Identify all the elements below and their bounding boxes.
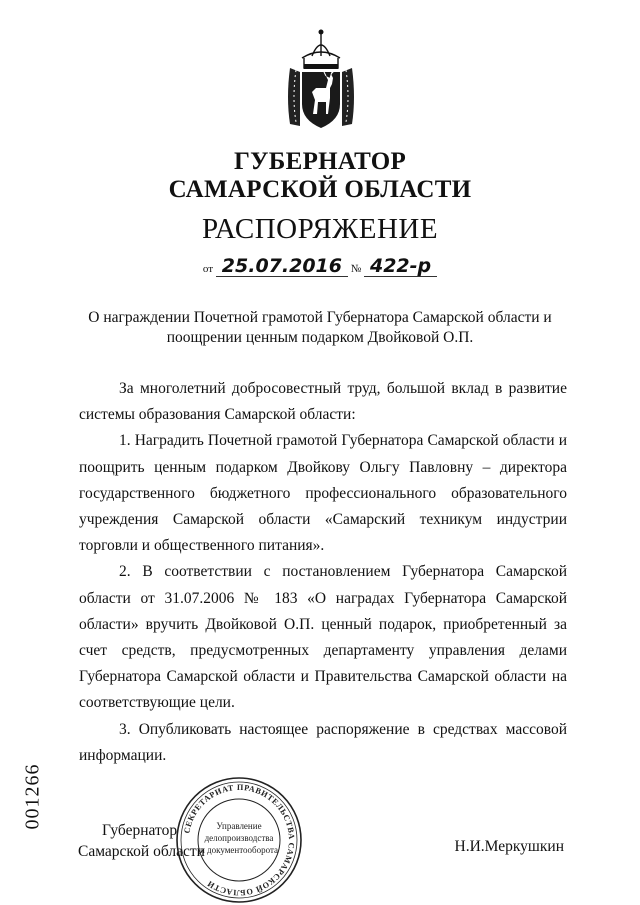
document-number: 422-р [364, 256, 437, 277]
issuer-title-line1: ГУБЕРНАТОР [233, 148, 407, 175]
margin-registration-number [14, 763, 72, 830]
item-3-paragraph: 3. Опубликовать настоящее распоряжение в средствах массовой информации. [79, 720, 567, 764]
number-prefix: № [350, 263, 362, 275]
document-body [79, 376, 567, 769]
signatory-name: Н.И.Меркушкин [454, 838, 564, 855]
document-date: 25.07.2016 [216, 256, 348, 277]
preamble-paragraph: За многолетний добросовестный труд, большой вклад в развитие системы образования Самарской области: [79, 380, 567, 424]
stamp-center-line2: делопроизводства [204, 833, 274, 843]
date-prefix: от [202, 263, 214, 275]
stamp-ring-text: СЕКРЕТАРИАТ ПРАВИТЕЛЬСТВА САМАРСКОЙ ОБЛАСТИ [182, 782, 297, 898]
document-type: РАСПОРЯЖЕНИЕ [201, 213, 439, 245]
item-2-paragraph: 2. В соответствии с постановлением Губернатора Самарской области от 31.07.2006 № 183 «О наградах Губернатора Самарской области» вручить Двойковой О.П. ценный подарок, приобретенный за счет средств, предусмотренных департаменту управления делами Губернатора Самарской области и Правительства Самарской области на соответствующие цели. [79, 563, 567, 712]
secretariat-stamp [174, 775, 304, 905]
stamp-center-line3: и документооборота [199, 845, 279, 855]
margin-number-text: 001266 [21, 763, 44, 830]
item-1-paragraph: 1. Наградить Почетной грамотой Губернатора Самарской области и поощрить ценным подарком Двойкову Ольгу Павловну – директора государственного бюджетного профессионального образовательного учреждения Самарской области «Самарский техникум индустрии торговли и общественного питания». [79, 432, 567, 555]
subject-line2: поощрении ценным подарком Двойковой О.П. [166, 329, 474, 346]
document-subject [60, 308, 580, 348]
subject-line1: О награждении Почетной грамотой Губернатора Самарской области и [88, 309, 552, 326]
date-number-line [0, 256, 640, 277]
issuer-title-line2: САМАРСКОЙ ОБЛАСТИ [168, 176, 472, 203]
position-line2: Самарской области [78, 843, 205, 860]
position-line1: Губернатор [102, 822, 178, 839]
coat-of-arms-emblem [282, 28, 360, 132]
stamp-center-line1: Управление [216, 821, 262, 831]
